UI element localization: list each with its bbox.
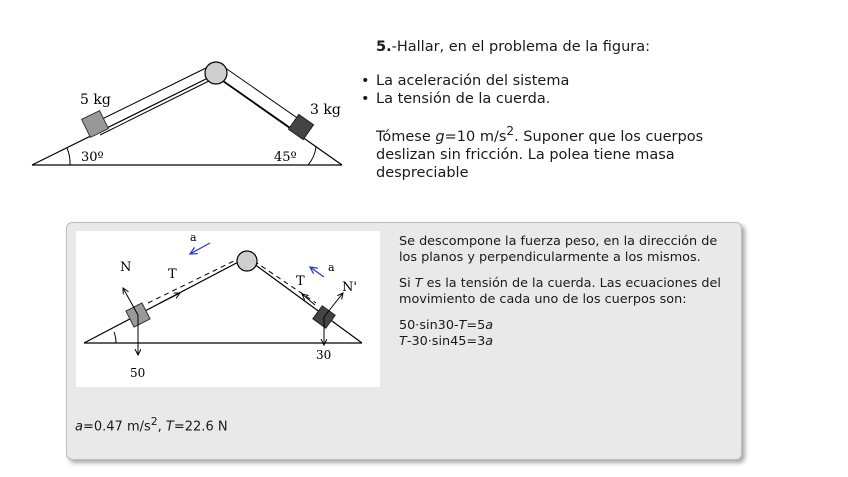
- label-normal-left: N: [120, 260, 132, 275]
- label-weight-left: 50: [130, 366, 146, 380]
- pulley: [205, 62, 227, 84]
- rope-right: [224, 67, 306, 124]
- equation-2: T-30·sin45=3a: [399, 334, 494, 349]
- rope-right: [254, 261, 316, 303]
- angle-arc: [114, 332, 116, 343]
- left-incline: [32, 75, 214, 165]
- incline-figure: [24, 55, 352, 173]
- problem-statement: [361, 38, 776, 182]
- mass-label-right: 3 kg: [310, 102, 341, 118]
- label-accel-top: a: [190, 231, 197, 244]
- block-3kg: [288, 114, 313, 139]
- rope-right-lower: [218, 77, 298, 133]
- label-tension-right: T: [296, 274, 305, 289]
- right-incline: [246, 258, 362, 343]
- bullet-item: • La aceleración del sistema: [361, 73, 570, 89]
- angle-label-left: 30º: [81, 150, 104, 165]
- bullet-item: • La tensión de la cuerda.: [361, 91, 551, 107]
- pulley: [237, 251, 257, 271]
- angle-label-right: 45º: [274, 150, 297, 165]
- angle-arc-right: [308, 147, 316, 165]
- force-diagram: [76, 231, 380, 387]
- problem-title: [376, 38, 776, 56]
- problem-note: Tómese g=10 $m/s^2$. Suponer que los cuerpos deslizan sin fricción. La polea tiene masa despreciable: [376, 124, 704, 181]
- solution-para-1: Se descompone la fuerza peso, en la dirección de los planos y perpendicularmente a los mismos.: [399, 234, 718, 265]
- rope-left-lower: [100, 78, 215, 135]
- problem-bullets: [361, 72, 776, 108]
- mass-label-left: 5 kg: [80, 92, 111, 108]
- accel-arrow-left: [190, 243, 210, 254]
- rope-left: [94, 66, 210, 123]
- accel-arrow-right: [310, 267, 324, 277]
- solution-box: [66, 222, 742, 460]
- solution-text: [399, 234, 734, 350]
- label-weight-right: 30: [316, 348, 332, 362]
- angle-arc-left: [67, 148, 70, 165]
- equation-1: 50·sin30-T=5a: [399, 318, 494, 333]
- problem-number: 5.: [376, 39, 392, 55]
- label-normal-right: N': [342, 280, 357, 295]
- tension-arrow-left: [160, 293, 180, 303]
- rope-left: [148, 258, 240, 303]
- label-tension-left: T: [168, 267, 177, 282]
- solution-para-2: Si T es la tensión de la cuerda. Las ecuaciones del movimiento de cada uno de los cuerpos son:: [399, 276, 721, 307]
- problem-title-text: -Hallar, en el problema de la figura:: [391, 39, 651, 55]
- label-accel-right: a: [328, 261, 335, 274]
- final-result: a=0.47 $m/s^2$, T=22.6 N: [75, 415, 228, 435]
